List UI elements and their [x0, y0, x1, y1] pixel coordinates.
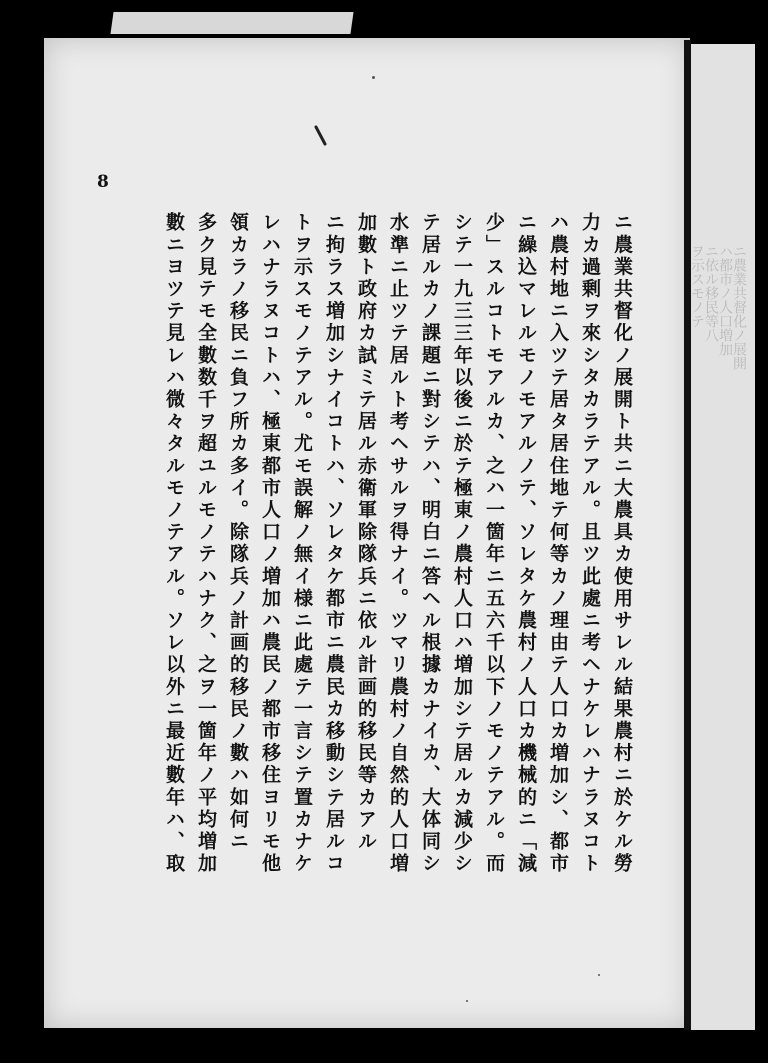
text-column-6: シテ一九三三年以後ニ於テ極東ノ農村人口ハ増加シテ居ルカ減少シ	[451, 212, 473, 875]
text-column-4: ニ繰込マレルモノモアルノテ、ソレタケ農村ノ人口カ機械的ニ「減	[515, 212, 537, 875]
text-column-2: 力カ過剰ヲ來シタカラテアル。且ツ此處ニ考ヘナケレハナラヌコト	[579, 212, 601, 875]
text-column-10: ニ拘ラス増加シナイコトハ、ソレタケ都市ニ農民カ移動シテ居ルコ	[323, 212, 345, 875]
dust-speck	[598, 974, 600, 976]
page-number: 8	[97, 172, 109, 192]
text-column-15: 數ニヨツテ見レハ微々タルモノテアル。ソレ以外ニ最近數年ハ、取	[163, 212, 185, 875]
ghost-column: ハ都市ノ人口増加	[717, 244, 733, 356]
text-column-13: 領カラノ移民ニ負フ所カ多イ。除隊兵ノ計画的移民ノ數ハ如何ニ	[227, 212, 249, 853]
text-column-7: テ居ルカノ課題ニ對シテハ、明白ニ答ヘル根據カナイカ、大体同シ	[419, 212, 441, 875]
text-column-1: ニ農業共督化ノ展開ト共ニ大農具カ使用サレル結果農村ニ於ケル勞	[611, 212, 633, 875]
text-column-8: 水準ニ止ツテ居ルト考ヘサルヲ得ナイ。ツマリ農村ノ自然的人口増	[387, 212, 409, 875]
ink-mark	[313, 124, 329, 150]
ghost-column: ニ依ル移民等八	[703, 244, 719, 342]
dust-speck	[372, 76, 375, 79]
text-column-5: 少」スルコトモアルカ、之ハ一箇年ニ五六千以下ノモノテアル。而	[483, 212, 505, 875]
next-page-edge	[691, 44, 755, 1030]
ghost-column: ヲ示スモノテ	[689, 244, 705, 328]
text-column-3: ハ農村地ニ入ツテ居タ居住地テ何等カノ理由テ人口カ増加シ、都市	[547, 212, 569, 875]
page-top-edge	[110, 12, 353, 34]
text-column-14: 多ク見テモ全數数千ヲ超ユルモノテハナク、之ヲ一箇年ノ平均増加	[195, 212, 217, 875]
text-column-11: トヲ示スモノテアル。尤モ誤解ノ無イ様ニ此處テ一言シテ置カナケ	[291, 212, 313, 875]
text-column-12: レハナラヌコトハ、極東都市人口ノ増加ハ農民ノ都市移住ヨリモ他	[259, 212, 281, 875]
text-column-9: 加數ト政府カ試ミテ居ル赤衛軍除隊兵ニ依ル計画的移民等カアル	[355, 212, 377, 853]
page-fold	[684, 40, 691, 1030]
ghost-column: ニ農業共督化ノ展開	[731, 244, 747, 370]
vertical-text-block	[160, 212, 640, 912]
dust-speck	[466, 1000, 468, 1002]
